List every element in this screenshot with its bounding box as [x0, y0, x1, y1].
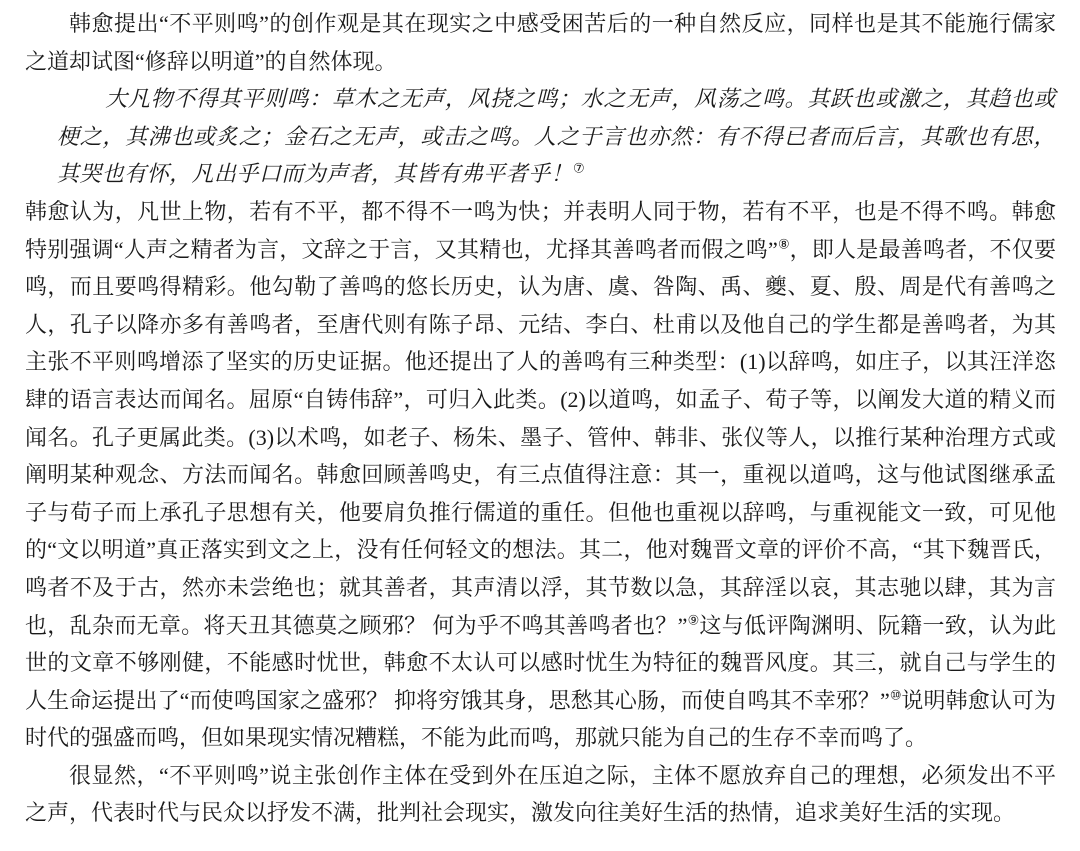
footnote-ref-9: ⑨	[687, 613, 700, 628]
analysis-run-2: ，即人是最善鸣者，不仅要鸣，而且要鸣得精彩。他勾勒了善鸣的悠长历史，认为唐、虞、咎陶、禹、夔、夏、殷、周是代有善鸣之人，孔子以降亦多有善鸣者，至唐代则有陈子昂、元结、李白、杜甫以及他自己的学生都是善鸣者，为其主张不平则鸣增添了坚实的历史证据。他还提出了人的善鸣有三种类型：(1)以辞鸣，如庄子，以其汪洋恣肆的语言表达而闻名。屈原“自铸伟辞”，可归入此类。(2)以道鸣，如孟子、荀子等，以阐发大道的精义而闻名。孔子更属此类。(3)以术鸣，如老子、杨朱、墨子、管仲、韩非、张仪等人，以推行某种治理方式或阐明某种观念、方法而闻名。韩愈回顾善鸣史，有三点值得注意：其一，重视以道鸣，这与他试图继承孟子与荀子而上承孔子思想有关，他要肩负推行儒道的重任。但他也重视以辞鸣，与重视能文一致，可见他的“文以明道”真正落实到文之上，没有任何轻文的想法。其二，他对魏晋文章的评价不高，“其下魏晋氏，鸣者不及于古，然亦未尝绝也；就其善者，其声清以浮，其节数以急，其辞淫以哀，其志驰以肆，其为言也，乱杂而无章。将天丑其德莫之顾邪？ 何为乎不鸣其善鸣者也？”	[25, 236, 1056, 638]
paragraph-intro: 韩愈提出“不平则鸣”的创作观是其在现实之中感受困苦后的一种自然反应，同样也是其不能施行儒家之道却试图“修辞以明道”的自然体现。	[25, 11, 1056, 74]
analysis-run-3: 这与低评陶渊明、阮籍一致，认为此世的文章不够刚健，不能感时忧世，韩愈不太认可以感时忧生为特征的魏晋风度。其三，就自己与学生的人生命运提出了“而使鸣国家之盛邪？ 抑将穷饿其身，思愁其心肠，而使自鸣其不幸邪？”	[25, 612, 1056, 713]
paragraph-analysis	[25, 193, 1056, 757]
footnote-ref-10: ⑩	[889, 688, 902, 703]
blockquote-buping-zeming	[57, 80, 1056, 193]
analysis-run-4: 说明韩愈认可为时代的强盛而鸣，但如果现实情况糟糕，不能为此而鸣，那就只能为自己的生存不幸而鸣了。	[25, 687, 1056, 751]
footnote-ref-7: ⑦	[573, 162, 585, 177]
footnote-ref-8: ⑧	[777, 237, 790, 252]
analysis-run-1: 韩愈认为，凡世上物，若有不平，都不得不一鸣为快；并表明人同于物，若有不平，也是不得不鸣。韩愈特别强调“人声之精者为言，文辞之于言，又其精也，尤择其善鸣者而假之鸣”	[25, 198, 1056, 262]
quote-text: 大凡物不得其平则鸣：草木之无声，风挠之鸣；水之无声，风荡之鸣。其跃也或激之，其趋也或梗之，其沸也或炙之；金石之无声，或击之鸣。人之于言也亦然：有不得已者而后言，其歌也有思，其哭也有怀，凡出乎口而为声者，其皆有弗平者乎！	[56, 86, 1056, 187]
paragraph-conclusion: 很显然，“不平则鸣”说主张创作主体在受到外在压迫之际，主体不愿放弃自己的理想，必须发出不平之声，代表时代与民众以抒发不满，批判社会现实，激发向往美好生活的热情，追求美好生活的实现。	[25, 762, 1056, 826]
